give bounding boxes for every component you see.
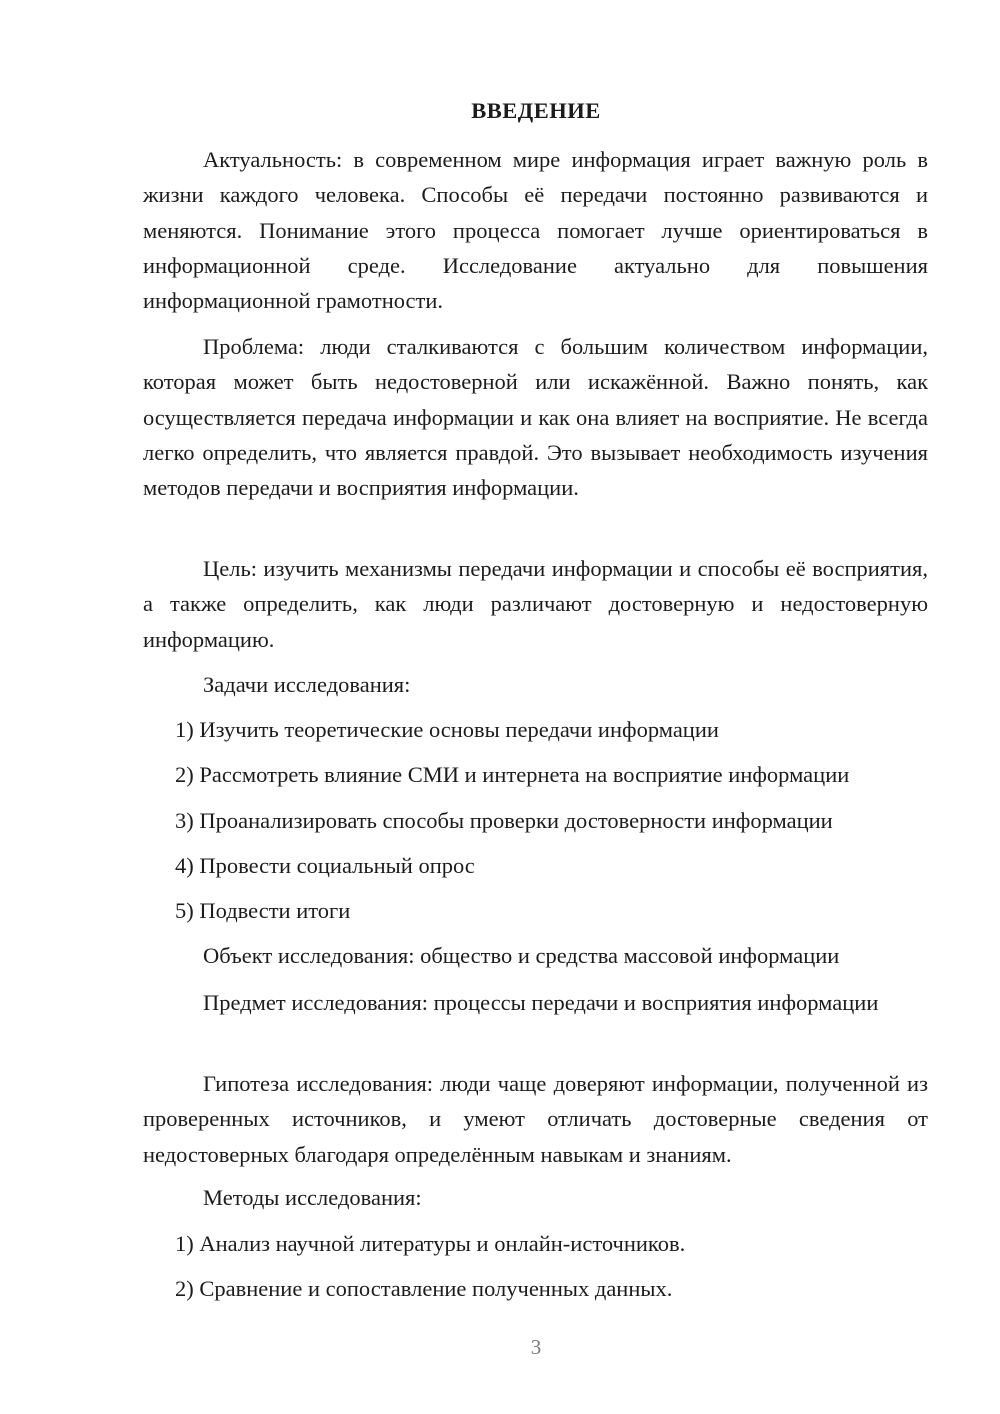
- task-item: 4) Провести социальный опрос: [175, 853, 475, 878]
- task-item: 3) Проанализировать способы проверки достоверности информации: [175, 808, 833, 833]
- paragraph-relevance: Актуальность: в современном мире информация играет важную роль в жизни каждого человека. Способы её передачи постоянно развиваются и меняются. Понимание этого процесса помогает лучше ориентироваться в информационной среде. Исследование актуально для повышения информационной грамотности.: [143, 147, 928, 314]
- tasks-heading: Задачи исследования:: [203, 672, 411, 697]
- paragraph-subject: Предмет исследования: процессы передачи и восприятия информации: [203, 990, 879, 1015]
- paragraph-hypothesis: Гипотеза исследования: люди чаще доверяют информации, полученной из проверенных источников, и умеют отличать достоверные сведения от недостоверных благодаря определённым навыкам и знаниям.: [143, 1071, 928, 1167]
- page-number: 3: [530, 1335, 542, 1359]
- method-item: 2) Сравнение и сопоставление полученных данных.: [175, 1276, 673, 1301]
- methods-heading: Методы исследования:: [203, 1185, 422, 1210]
- paragraph-problem: Проблема: люди сталкиваются с большим количеством информации, которая может быть недостоверной или искажённой. Важно понять, как осуществляется передача информации и как она влияет на восприятие. Не всегда легко определить, что является правдой. Это вызывает необходимость изучения методов передачи и восприятия информации.: [143, 334, 928, 501]
- paragraph-object: Объект исследования: общество и средства массовой информации: [203, 943, 840, 968]
- task-item: 5) Подвести итоги: [175, 898, 351, 923]
- method-item: 1) Анализ научной литературы и онлайн-источников.: [175, 1231, 686, 1256]
- paragraph-goal: Цель: изучить механизмы передачи информации и способы её восприятия, а также определить, как люди различают достоверную и недостоверную информацию.: [143, 556, 928, 652]
- task-item: 2) Рассмотреть влияние СМИ и интернета на восприятие информации: [175, 762, 850, 787]
- task-item: 1) Изучить теоретические основы передачи информации: [175, 717, 719, 742]
- page-title: ВВЕДЕНИЕ: [471, 98, 601, 123]
